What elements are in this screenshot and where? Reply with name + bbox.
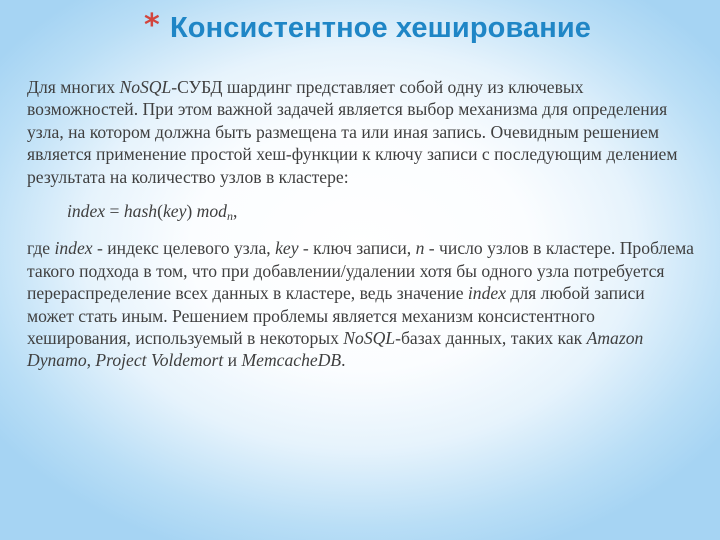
n-term: n — [415, 238, 425, 259]
explanation-text: и — [223, 350, 242, 371]
formula-sub: n — [226, 209, 233, 224]
explanation-text: -базах данных, таких как — [395, 328, 587, 349]
nosql-term: NoSQL — [343, 328, 396, 349]
hash-formula — [67, 200, 695, 227]
intro-text: Для многих — [27, 77, 120, 97]
memcachedb-term: MemcacheDB — [241, 350, 342, 371]
formula-arg: key — [162, 201, 187, 222]
formula-lhs: index — [67, 201, 106, 222]
paragraph-intro — [27, 76, 695, 188]
intro-text: -СУБД шардинг представляет собой одну из ключевых возможностей. При этом важной задачей является выбор механизма для определения узла, на котором должна быть размещена та или иная запись. Очевидным решением является применение простой хеш-функции к ключу записи с последующим делением результата на количество узлов в кластере: — [27, 77, 678, 187]
formula-eq: = — [105, 201, 124, 222]
title-bullet: * — [144, 8, 160, 43]
explanation-text: , — [86, 350, 96, 371]
explanation-text: - число узлов в кластере. Проблема такого подхода в том, что при добавлении/удалении хотя бы одного узла потребуется перераспределение всех данных в кластере, ведь значение — [27, 238, 694, 304]
paragraph-explanation — [27, 237, 695, 371]
explanation-text: - ключ записи, — [298, 238, 416, 259]
index-term: index — [54, 238, 93, 259]
formula-close: ) — [186, 201, 193, 222]
formula-fn: hash — [123, 201, 158, 222]
formula-mod: mod — [192, 201, 227, 222]
formula-open: ( — [157, 201, 163, 222]
explanation-text: где — [27, 238, 55, 259]
explanation-text: . — [341, 350, 346, 371]
title-text: Консистентное хеширование — [170, 12, 591, 44]
index-term: index — [467, 283, 507, 304]
project-voldemort-term: Project Voldemort — [95, 350, 224, 371]
explanation-text: - индекс целевого узла, — [92, 238, 276, 259]
explanation-text: для любой записи может стать иным. Решением проблемы является механизм консистентного хеширования, используемый в некоторых — [27, 283, 645, 349]
nosql-term: NoSQL — [119, 77, 172, 97]
slide-title — [144, 10, 714, 52]
amazon-dynamo-term: Amazon Dynamo — [27, 328, 644, 371]
key-term: key — [275, 238, 299, 259]
formula-tail: , — [232, 201, 238, 222]
slide-body — [27, 76, 695, 372]
